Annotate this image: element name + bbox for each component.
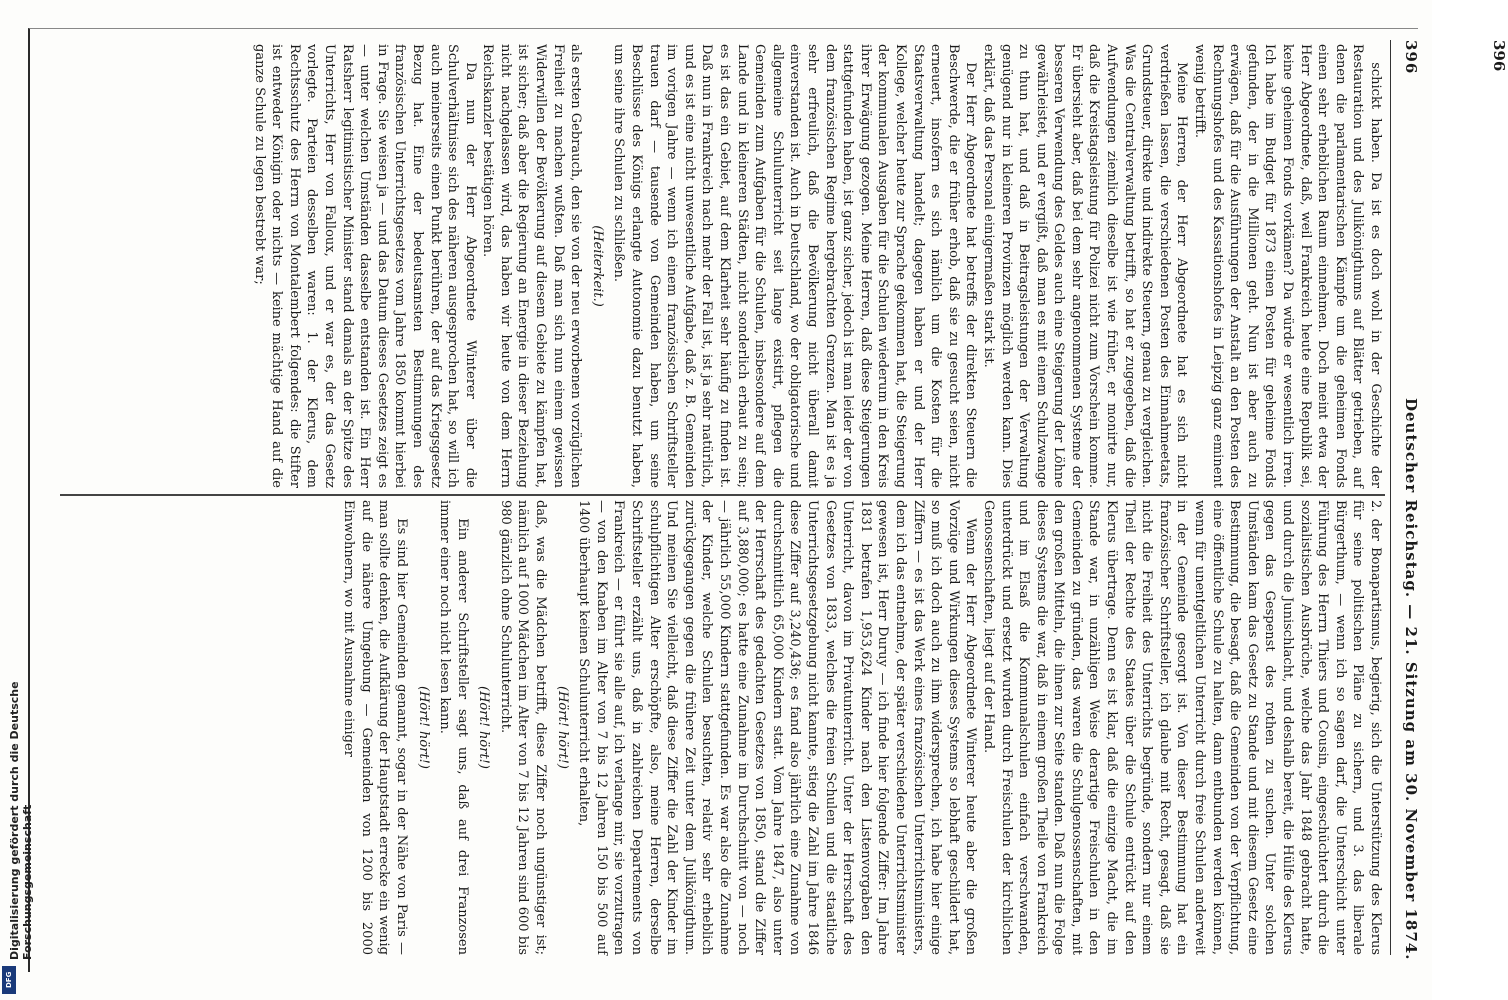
right-paragraph: Ein anderer Schriftsteller sagt uns, daß auf drei Franzosen immer einer noch nicht lesen kann. <box>437 500 470 955</box>
interjection: (Hört! hört!) <box>554 686 570 769</box>
left-paragraph: Meine Herren, der Herr Abgeordnete hat es sich nicht verdrießen lassen, die verschiedenen Posten des Einnahmeetats, Grundsteuer, direkte und indirekte Steuern, genau zu vergleichen. Was die Centralverwaltung betrifft, so hat er zugegeben, daß die Aufwendungen ziemlich dieselbe ist wie früher, er monirte nur, daß die Kreistagsleistung für Polizei nicht zum Vorschein komme. Er übersieht aber, daß bei dem sehr angenommenen Systeme der besseren Verwendung des Geldes auch eine Steigerung der Löhne gewährleistet, und er vergißt, daß man es mit einem Schulzwange zu thun hat, und daß in Beitragsleistungen der Verwaltung genügend nur in kleineren Provinzen möglich werden kann. Dies erklärt, daß das Personal einigermaßen stark ist. <box>980 44 1190 488</box>
left-column-block <box>66 44 1384 488</box>
right-paragraph: 2. der Bonapartismus, begierig, sich die Unterstützung des Klerus für seine politischen Pläne zu sichern, und 3. das liberale Bürgerthum, — wenn ich so sagen darf, die Unterschicht unter Führung des Herrn Thiers und Cousin, eingeschüchtert durch die sozialistischen Ausbrüche, welche das Jahr 1848 gebracht hatte, und durch die Junischlacht, und deshalb bereit, die Hülfe des Klerus gegen das Gespenst des rothen zu suchen. Unter solchen Umständen kam das Gesetz zu Stande und mit diesem Gesetz eine Bestimmung, die besagt, daß die Gemeinden von der Verpflichtung, eine öffentliche Schule zu halten, dann entbunden werden können, wenn für unentgeltlichen Unterricht durch freie Schulen anderweit in der Gemeinde gesorgt ist. Von dieser Bestimmung hat ein französischer Schriftsteller, ich glaube mit Recht, gesagt, daß sie nicht die Freiheit des Unterrichts begründe, sondern nur einem Theil der Rechte des Staates über die Schule entrückt auf den Klerus übertrage. Denn es ist klar, daß die einzige Macht, die im Stande war, in unzähligen Weise derartige Freischulen in den Gemeinden zu gründen, das waren die Schulgenossenschaften, mit den großen Mitteln, die ihnen zur Seite standen. Daß nun die Folge dieses Systems die war, daß in einem großen Theile von Frankreich und im Elsaß die Kommunalschulen einfach verschwanden, unterdrückt und ersetzt wurden durch Freischulen der kirchlichen Genossenschaften, liegt auf der Hand. <box>980 500 1383 955</box>
header-title: Deutscher Reichstag. — 21. Sitzung am 30. November 1874. <box>1402 397 1420 960</box>
right-column-block <box>66 500 1384 955</box>
header-page-number: 396 <box>1402 40 1420 75</box>
page-number: 396 <box>1490 40 1508 72</box>
left-paragraph: schickt haben. Da ist es doch wohl in der Geschichte der Restauration und des Julikönigthums auf Blätter getrieben, auf denen die parlamentarischen Kämpfe um die geheimen Fonds einen sehr erheblichen Raum einnehmen. Doch meint etwa der Herr Abgeordnete, daß, weil Frankreich heute eine Republik sei, keine geheimen Fonds vorkämen? Da würde er wesentlich irren. Ich habe im Budget für 1873 einen Posten für geheime Fonds gefunden, der in die Millionen geht. Nun ist aber auch zu erwägen, daß für die Ausführungen der Anstalt an den Posten des Rechnungshofes und des Kassationshofes in Leipzig ganz eminent wenig betrifft. <box>1192 44 1383 488</box>
dfg-logo: DFG <box>2 966 16 994</box>
digitization-credit: Digitalisierung gefördert durch die Deutsche Forschungsgemeinschaft <box>8 681 34 960</box>
interjection: (Hört! hört!) <box>415 686 431 769</box>
header-rule <box>1390 40 1391 955</box>
left-paragraph: als ersten Gebrauch, den sie von der neu erworbenen vorzüglichen Freiheit zu machen wußten. Daß man sich nun einem gewissen Widerwillen der Bevölkerung auf diesem Gebiete zu kämpfen hat, ist sicher; daß aber die Regierung an Energie in dieser Beziehung nicht nachgelassen wird, das haben wir heute von dem Herrn Reichskanzler bestätigen hören. <box>480 44 584 488</box>
column-divider <box>60 494 1385 496</box>
right-paragraph: Es sind hier Gemeinden genannt, sogar in der Nähe von Paris — man sollte denken, die Aufklärung der Hauptstadt errecke ein wenig auf die nähere Umgebung — Gemeinden von 1200 bis 2000 Einwohnern, wo mit Ausnahme einiger <box>341 500 409 955</box>
left-paragraph: Da nun der Herr Abgeordnete Winterer über die Schulverhältnisse sich des näheren ausgesprochen hat, so will ich auch meinerseits einen Punkt berühren, der auf das Kriegsgesetz Bezug hat. Eine der bedeutsamsten Bestimmungen des französischen Unterrichtsgesetzes vom Jahre 1850 kommt hierbei in Frage. Sie weisen ja — und das Datum dieses Gesetzes zeigt es — unter welchen Umständen dasselbe entstanden ist. Ein Herr Ratsherr legitimistischer Minister stand damals an der Spitze des Unterrichts, Herr von Falloux, und er war es, der das Gesetz vorlegte. Parteien desselben waren: 1. der Klerus, dem Rechtsschutz des Herrn von Montalembert folgendes: die Stifter ist entweder Königin oder nichts — keine mächtige Hand auf die ganze Schule zu legen bestrebt war; <box>251 44 478 488</box>
header-bar <box>1394 40 1420 960</box>
interjection: (Hört! hört!) <box>476 686 492 769</box>
left-paragraph: Der Herr Abgeordnete hat betreffs der direkten Steuern die Beschwerde, die er früher erhob, daß sie zu gesucht seien, nicht erneuert, insofern es sich nämlich um die Kosten für die Staatsverwaltung handelt; dagegen haben er und der Herr Kollege, welcher heute zur Sprache gekommen hat, die Steigerung der kommunalen Ausgaben für die Schulen wiederum in den Kreis ihrer Erwägung gezogen. Meine Herren, daß diese Steigerungen stattgefunden haben, ist ganz sicher, jedoch ist man leider der von dem französischen Regime hergebrachten Grenzen. Man ist es ja sehr erfreulich, daß die Bevölkerung nicht überall damit einverstanden ist. Auch in Deutschland, wo der obligatorische und allgemeine Schulunterricht seit lange existirt, pflegen die Gemeinden zum Aufgaben für die Schulen, insbesondere auf dem Lande und in kleineren Städten, nicht sonderlich erbaut zu sein; es ist das ein Gebiet, auf dem Klarheit sehr häufig zu finden ist. Daß nun in Frankreich nach mehr der Fall ist, ist ja sehr natürlich, und es ist eine nicht unwesentliche Aufgabe, daß z. B. Gemeinden im vorigen Jahre — wenn ich einem französischen Schriftsteller trauen darf — tausende von Gemeinden haben, um seine Beschlüsse des Königs erlangte Autonomie dazu benutzt haben, um seine ihre Schulen zu schließen. <box>611 44 979 488</box>
right-paragraph: daß, was die Mädchen betrifft, diese Ziffer noch ungünstiger ist; nämlich auf 1000 Mädchen im Alter von 7 bis 12 Jahren sind 600 bis 980 gänzlich ohne Schulunterricht. <box>497 500 549 955</box>
section-mark: (Heiterkeit.) <box>589 225 605 307</box>
right-paragraph: Wenn der Herr Abgeordnete Winterer heute aber die großen Vorzüge und Wirkungen dieses Systems so lebhaft geschildert hat, so muß ich doch auch zu ihm widersprechen, ich habe hier einige Ziffern — es ist das Werk eines französischen Unterrichtsministers, dem ich das entnehme, der später verschiedene Unterrichtsminister gewesen ist, Herr Duruy — ich finde hier folgende Ziffer: Im Jahre 1831 betrafen 1,953,624 Kinder nach den Listenvorgaben den Unterricht, davon im Privatunterricht. Unter der Herrschaft des Gesetzes von 1833, welches die freien Schulen und die staatliche Unterrichtsgesetzgebung nicht kannte, stieg die Zahl im Jahre 1846 diese Ziffer auf 3,240,436; es fand also jährlich eine Zunahme von durchschnittlich 65,000 Kindern statt. Vom Jahre 1847, also unter der Herrschaft des gedachten Gesetzes von 1850, stand die Ziffer auf 3,880,000; es hatte eine Zunahme im Durchschnitt von — noch — jährlich 55,000 Kindern stattgefunden. Es war also die Zunahme der Kinder, welche Schulen besuchten, relativ sehr erheblich zurückgegangen gegen die frühere Zeit unter dem Julikönigthum. Und meinen Sie vielleicht, daß diese Ziffer die Zahl der Kinder im schulpflichtigen Alter erschöpfte, also, meine Herren, derselbe Schriftsteller erzählt uns, daß in zahlreichen Departements von Frankreich — er führt sie alle auf, ich verlange mir, sie vorzutragen — von den Knaben im Alter von 7 bis 12 Jahren 150 bis 500 auf 1400 überhaupt keinen Schulunterricht erhalten, <box>576 500 979 955</box>
